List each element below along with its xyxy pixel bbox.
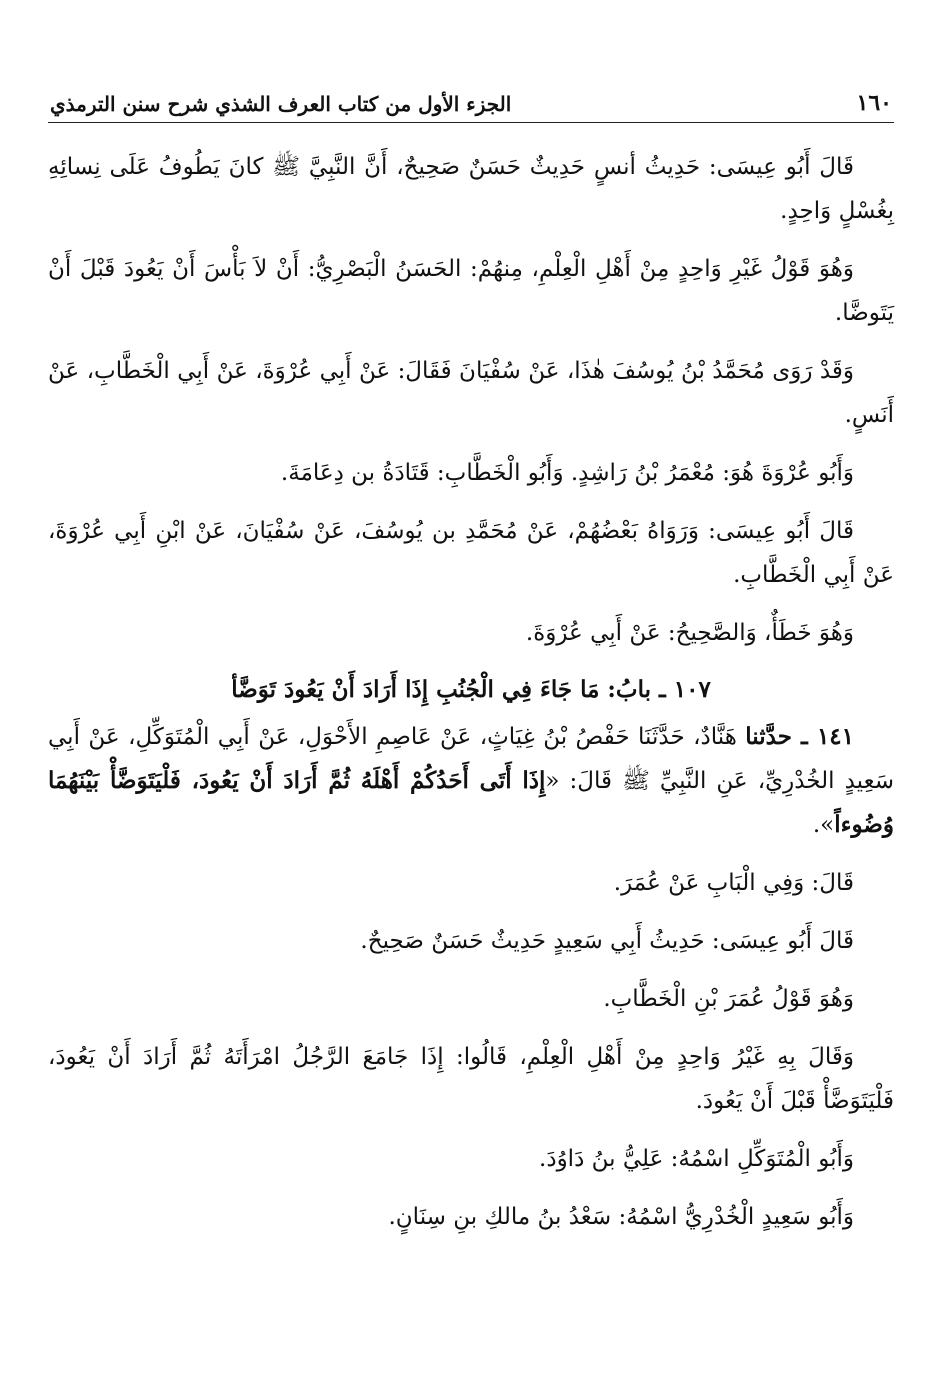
running-header (48, 78, 894, 123)
book-page (48, 78, 894, 1343)
paragraph: وَهُوَ قَوْلُ عُمَرَ بْنِ الْخَطَّابِ. (603, 986, 854, 1012)
chapter-heading: ١٠٧ ـ بابُ: مَا جَاءَ فِي الْجُنُبِ إِذَا أَرَادَ أَنْ يَعُودَ تَوَضَّأ (231, 676, 711, 703)
paragraph: قَالَ: وَفِي الْبَابِ عَنْ عُمَرَ. (613, 870, 854, 896)
page-number: ١٦٠ (856, 90, 892, 116)
hadith-paragraph (48, 715, 894, 847)
paragraph: قَالَ أَبُو عِيسَى: حَدِيثُ أنسٍ حَدِيثٌ حَسَنٌ صَحِيحٌ، أَنَّ النَّبِيَّ ﷺ كانَ يَطُوفُ عَلَى نِسائِهِ بِغُسْلٍ وَاحِدٍ. (48, 154, 894, 224)
paragraph: قَالَ أَبُو عِيسَى: حَدِيثُ أَبِي سَعِيدٍ حَدِيثٌ حَسَنٌ صَحِيحٌ. (360, 928, 854, 954)
hadith-number: ١٤١ ـ حدَّثنا (745, 723, 854, 750)
paragraph: وَقَدْ رَوَى مُحَمَّدُ بْنُ يُوسُفَ هٰذَا، عَنْ سُفْيَانَ فَقَالَ: عَنْ أَبِي عُرْوَةَ، عَنْ أَبِي الْخَطَّابِ، عَنْ أَنَسٍ. (48, 358, 894, 428)
paragraph: قَالَ أَبُو عِيسَى: وَرَوَاهُ بَعْضُهُمْ، عَنْ مُحَمَّدِ بن يُوسُفَ، عَنْ سُفْيَانَ، عَنْ ابْنِ أَبِي عُرْوَةَ، عَنْ أَبِي الْخَطَّابِ. (48, 518, 894, 588)
hadith-text: إِذَا أَتَى أَحَدُكُمْ أَهْلَهُ ثُمَّ أَرَادَ أَنْ يَعُودَ، فَلْيَتَوَضَّأْ بَيْنَهُمَا وُضُوءاً (48, 767, 894, 838)
paragraph: وَقَالَ بِهِ غَيْرُ وَاحِدٍ مِنْ أَهْلِ الْعِلْمِ، قَالُوا: إِذَا جَامَعَ الرَّجُلُ امْرَأَتَهُ ثُمَّ أَرَادَ أَنْ يَعُودَ، فَلْيَتَوَضَّأْ قَبْلَ أَنْ يَعُودَ. (48, 1044, 894, 1114)
page-content (48, 145, 894, 1239)
hadith-chain: هَنَّادٌ، حَدَّثَنَا حَفْصُ بْنُ غِيَاثٍ، عَنْ عَاصِمِ الأَحْوَلِ، عَنْ أَبِي الْمُتَوَكِّلِ، عَنْ أَبِي سَعِيدٍ الخُدْرِيِّ، عَنِ النَّبِيِّ ﷺ قَالَ: « (48, 724, 894, 794)
paragraph: وَأَبُو عُرْوَةَ هُوَ: مُعْمَرُ بْنُ رَاشِدٍ. وَأَبُو الْخَطَّابِ: قَتَادَةُ بن دِعَامَةَ. (280, 460, 854, 486)
running-title: الجزء الأول من كتاب العرف الشذي شرح سنن الترمذي (50, 92, 512, 116)
paragraph: وَهُوَ قَوْلُ غَيْرِ وَاحِدٍ مِنْ أَهْلِ الْعِلْمِ، مِنهُمْ: الحَسَنُ الْبَصْرِيُّ: أَنْ لاَ بَأْسَ أَنْ يَعُودَ قَبْلَ أَنْ يَتَوضَّا. (48, 256, 894, 326)
paragraph: وَأَبُو الْمُتَوَكِّلِ اسْمُهُ: عَلِيُّ بنُ دَاوُدَ. (539, 1146, 854, 1172)
hadith-close: ». (812, 812, 835, 838)
paragraph: وَهُوَ خَطَأٌ، وَالصَّحِيحُ: عَنْ أَبِي عُرْوَةَ. (525, 620, 854, 646)
paragraph: وَأَبُو سَعِيدٍ الْخُدْرِيُّ اسْمُهُ: سَعْدُ بنُ مالكِ بنِ سِنَانٍ. (388, 1204, 854, 1230)
